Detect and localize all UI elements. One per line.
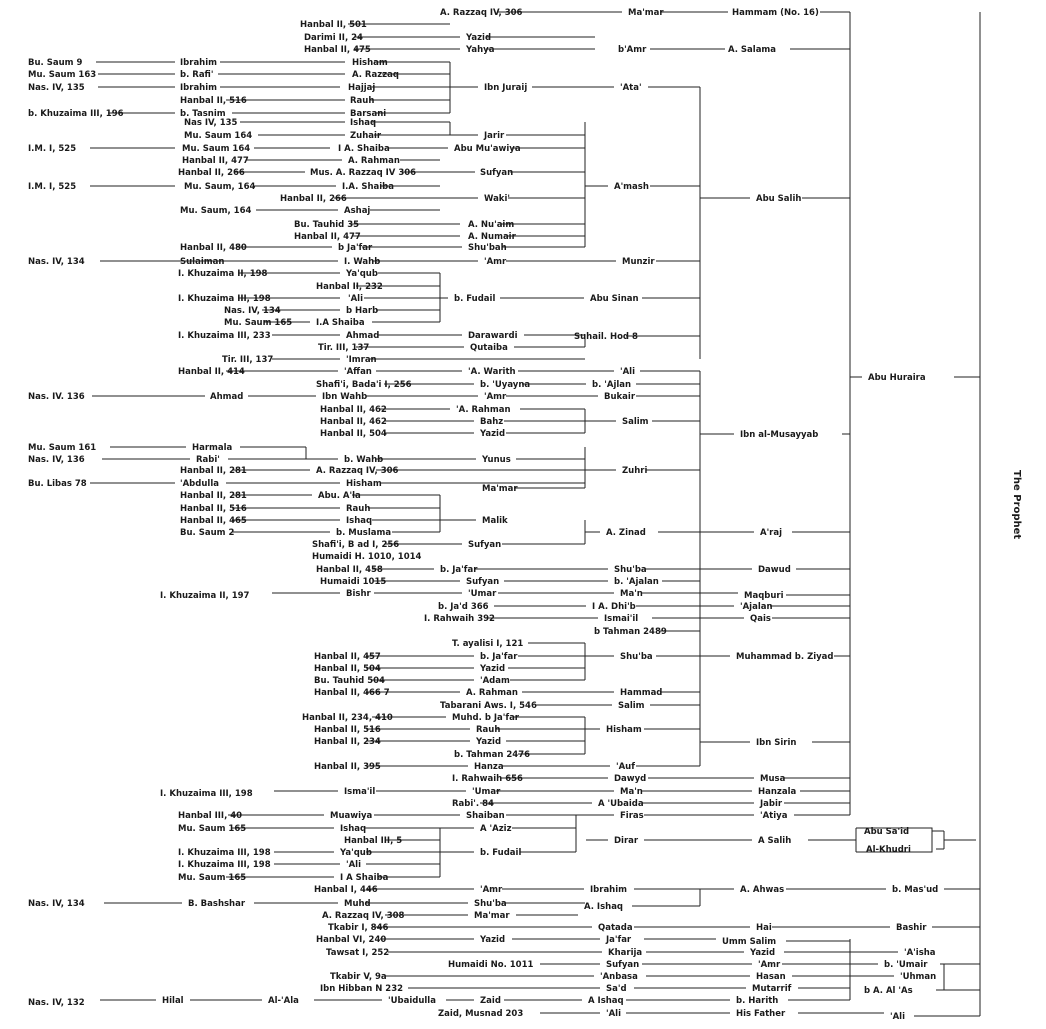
node-label: b. Tahman 2476 (454, 750, 531, 760)
node-label: b. Fudail (480, 848, 522, 858)
node-label: Sufyan (466, 577, 500, 587)
node-label: Yunus (482, 455, 511, 465)
node-label: b. Ja'far (440, 565, 478, 575)
node-label: 'A. Warith (468, 367, 516, 377)
node-label: Jarir (484, 131, 505, 141)
node-label: Tir. III, 137 (318, 343, 370, 353)
node-label: 'A. Rahman (456, 405, 511, 415)
node-label: Hanbal II, 501 (300, 20, 367, 30)
node-label: Hisham (346, 479, 382, 489)
node-label: Waki' (484, 194, 510, 204)
node-label: A. Salama (728, 45, 777, 55)
node-label: Hanbal II, 475 (304, 45, 371, 55)
node-label: Ma'mar (474, 911, 510, 921)
node-label: Musa (760, 774, 786, 784)
node-label: Bashir (896, 923, 927, 933)
node-label: 'Affan (344, 367, 372, 377)
node-label: A Salih (758, 836, 792, 846)
node-label: Darimi II, 24 (304, 33, 363, 43)
node-label: Ibrahim (590, 885, 627, 895)
node-label: I. Wahb (344, 257, 381, 267)
node-label: 'Anbasa (600, 972, 638, 982)
node-label: 'Ata' (620, 83, 642, 93)
node-label: 'Adam (480, 676, 510, 686)
node-label: Qatada (598, 923, 633, 933)
node-label: 'Ali (346, 860, 362, 870)
node-label: Hanbal II, 465 (180, 516, 247, 526)
node-label: b. 'Ajlan (592, 380, 632, 390)
node-label: 'Ali (606, 1009, 622, 1019)
node-label: b Tahman 2489 (594, 627, 667, 637)
node-label: A. Nu'aim (468, 220, 515, 230)
node-label: Hanbal II, 281 (180, 491, 247, 501)
node-label: Rauh (350, 96, 375, 106)
node-label: Ishaq (340, 824, 367, 834)
node-label: I. Khuzaima III, 198 (178, 848, 271, 858)
node-label: 'Amr (484, 392, 507, 402)
node-label: Ibn Hibban N 232 (320, 984, 404, 994)
node-label: Hanbal I, 446 (314, 885, 378, 895)
node-label: Hanbal II, 414 (178, 367, 245, 377)
node-label: Hanbal II, 477 (182, 156, 249, 166)
node-label: 'Umar (468, 589, 497, 599)
node-label: A. Rahman (466, 688, 518, 698)
node-label: Hanbal II, 234, 410 (302, 713, 393, 723)
node-label: Shu'ba (620, 652, 653, 662)
node-label: Yazid (466, 33, 492, 43)
node-label: Tawsat I, 252 (326, 948, 390, 958)
node-label: Ya'qub (346, 269, 378, 279)
node-label: Yazid (750, 948, 776, 958)
node-label: Ishaq (350, 118, 377, 128)
node-label: Muhd (344, 899, 371, 909)
node-label: I A. Shaiba (338, 144, 390, 154)
node-label: Hanbal II, 504 (320, 429, 387, 439)
node-label: 'Imran (346, 355, 377, 365)
node-label: Hanbal II, 477 (294, 232, 361, 242)
root-label-the-prophet: The Prophet (1011, 470, 1022, 540)
node-label: 'Ali (890, 1012, 906, 1022)
node-label: Bukair (604, 392, 636, 402)
node-label: Umm Salim (722, 937, 777, 947)
node-label: Ya'qub (340, 848, 372, 858)
node-label: Hanbal II, 232 (316, 282, 383, 292)
node-label: Shu'bah (468, 243, 507, 253)
node-label: b. Rafi' (180, 70, 214, 80)
node-label: Al-'Ala (268, 996, 299, 1006)
node-label: Yazid (480, 935, 506, 945)
node-label: Muhammad b. Ziyad (736, 652, 834, 662)
node-label: Sulaiman (180, 257, 225, 267)
node-label: His Father (736, 1009, 786, 1019)
node-label: Tkabir I, 846 (328, 923, 389, 933)
node-label: Isma'il (344, 787, 376, 797)
node-label: Ja'far (606, 935, 632, 945)
node-label: Ibn al-Musayyab (740, 430, 819, 440)
node-label: Ahmad (346, 331, 380, 341)
node-label: A. Ishaq (584, 902, 624, 912)
node-label: Hai (756, 923, 772, 933)
node-label: 'Umar (472, 787, 501, 797)
node-label: Hanbal II, 266 (280, 194, 347, 204)
node-label: Shafi'i, B ad I, 256 (312, 540, 400, 550)
node-label: Ma'n (620, 589, 643, 599)
node-label: Al-Khudri (866, 845, 911, 855)
node-label: I. Khuzaima III, 198 (178, 860, 271, 870)
node-label: Ma'n (620, 787, 643, 797)
node-label: I. Rahwaih 656 (452, 774, 523, 784)
node-label: Hanbal II, 281 (180, 466, 247, 476)
node-label: Ahmad (210, 392, 244, 402)
node-label: Munzir (622, 257, 655, 267)
node-label: Bahz (480, 417, 504, 427)
node-label: I A. Dhi'b (592, 602, 636, 612)
node-label: Abu Sa'id (864, 827, 910, 837)
node-label: Hammad (620, 688, 663, 698)
node-label: b Ja'far (338, 243, 373, 253)
node-label: Ishaq (346, 516, 373, 526)
node-label: b. Tasnim (180, 109, 226, 119)
node-label: A. Razzaq (352, 70, 399, 80)
node-label: Nas. IV, 134 (28, 899, 85, 909)
node-label: Hanbal II, 462 (320, 417, 387, 427)
node-label: Hajjaj (348, 83, 376, 93)
node-labels (28, 8, 938, 1022)
node-label: Zuhair (350, 131, 382, 141)
node-label: Ibn Juraij (484, 83, 528, 93)
node-label: Zuhri (622, 466, 648, 476)
node-label: I.A Shaiba (316, 318, 365, 328)
node-label: b. Wahb (344, 455, 384, 465)
node-label: b A. Al 'As (864, 986, 913, 996)
node-label: b'Amr (618, 45, 647, 55)
node-label: Zaid (480, 996, 501, 1006)
node-label: Hisham (606, 725, 642, 735)
node-label: 'Amr (480, 885, 503, 895)
node-label: Hanbal III, 40 (178, 811, 243, 821)
node-label: Muhd. b Ja'far (452, 713, 520, 723)
node-label: b. 'Ajalan (614, 577, 659, 587)
node-label: Harmala (192, 443, 233, 453)
node-label: b. Mas'ud (892, 885, 939, 895)
node-label: Barsani (350, 109, 387, 119)
node-label: I. Khuzaima III, 198 (178, 294, 271, 304)
node-label: A'mash (614, 182, 649, 192)
node-label: Nas. IV. 136 (28, 392, 85, 402)
node-label: Nas. IV, 132 (28, 998, 85, 1008)
node-label: Hilal (162, 996, 184, 1006)
node-label: Humaidi No. 1011 (448, 960, 534, 970)
node-label: Hanbal II, 395 (314, 762, 381, 772)
node-label: Qutaiba (470, 343, 508, 353)
node-label: b. Harith (736, 996, 779, 1006)
node-label: Hanbal III, 5 (344, 836, 403, 846)
node-label: Mu. Saum 164 (184, 131, 253, 141)
node-label: b. Khuzaima III, 196 (28, 109, 124, 119)
node-label: Tir. III, 137 (222, 355, 274, 365)
node-label: Hanbal II, 234 (314, 737, 381, 747)
node-label: I. Khuzaima III, 198 (160, 789, 253, 799)
node-label: 'Ajalan (740, 602, 773, 612)
node-label: Hasan (756, 972, 786, 982)
node-label: I. Khuzaima III, 233 (178, 331, 271, 341)
node-label: Shaiban (466, 811, 505, 821)
node-label: Hanbal II, 480 (180, 243, 247, 253)
node-label: Hanbal II, 462 (320, 405, 387, 415)
node-label: Bu. Saum 2 (180, 528, 235, 538)
node-label: Hanbal II, 516 (180, 504, 247, 514)
node-label: Jabir (760, 799, 783, 809)
node-label: Hanbal II, 458 (316, 565, 383, 575)
node-label: Abu Salih (756, 194, 802, 204)
node-label: Hanbal II, 504 (314, 664, 381, 674)
node-label: Sufyan (480, 168, 514, 178)
node-label: Mu. Saum 165 (178, 824, 247, 834)
node-label: Hanbal VI, 240 (316, 935, 387, 945)
node-label: Ma'mar (628, 8, 664, 18)
node-label: Ashaj (344, 206, 371, 216)
node-label: Yazid (480, 429, 506, 439)
node-label: Hanbal II, 457 (314, 652, 381, 662)
node-label: Abu. A'la (318, 491, 361, 501)
node-label: b. Muslama (336, 528, 392, 538)
node-label: Darawardi (468, 331, 518, 341)
node-label: Yahya (466, 45, 495, 55)
node-label: Mu. Saum 165 (224, 318, 293, 328)
node-label: 'Ali (620, 367, 636, 377)
node-label: Ma'mar (482, 484, 518, 494)
node-label: Bu. Libas 78 (28, 479, 87, 489)
node-label: Abu Sinan (590, 294, 639, 304)
node-label: A. Ahwas (740, 885, 785, 895)
node-label: Humaidi 1015 (320, 577, 387, 587)
node-label: Sa'd (606, 984, 627, 994)
node-label: b. Ja'd 366 (438, 602, 489, 612)
node-label: Tkabir V, 9a (330, 972, 387, 982)
node-label: 'Ali (348, 294, 364, 304)
node-label: Sufyan (606, 960, 640, 970)
node-label: Shafi'i, Bada'i I, 256 (316, 380, 412, 390)
node-label: Mu. Saum, 164 (180, 206, 252, 216)
node-label: A Ishaq (588, 996, 624, 1006)
node-label: 'A'isha (904, 948, 936, 958)
node-label: Nas. IV, 134 (28, 257, 85, 267)
node-label: I. Khuzaima II, 198 (178, 269, 268, 279)
node-label: Muawiya (330, 811, 373, 821)
node-label: Abu Huraira (868, 373, 926, 383)
node-label: Shu'ba (474, 899, 507, 909)
node-label: A. Razzaq IV, 306 (316, 466, 399, 476)
node-label: Yazid (480, 664, 506, 674)
node-label: Bu. Tauhid 504 (314, 676, 385, 686)
node-label: Hanbal II, 266 (178, 168, 245, 178)
node-label: b Harb (346, 306, 379, 316)
node-label: Qais (750, 614, 771, 624)
node-label: Bu. Saum 9 (28, 58, 83, 68)
node-label: A. Rahman (348, 156, 400, 166)
node-label: Rabi' (196, 455, 220, 465)
node-label: 'Ubaidulla (388, 996, 436, 1006)
node-label: Ibn Wahb (322, 392, 368, 402)
node-label: Firas (620, 811, 644, 821)
node-label: 'Amr (484, 257, 507, 267)
node-label: Hanzala (758, 787, 797, 797)
node-label: Ibrahim (180, 83, 217, 93)
node-label: A. Numair (468, 232, 516, 242)
node-label: Hanbal II, 466 7 (314, 688, 390, 698)
node-label: I.A. Shaiba (342, 182, 394, 192)
node-label: T. ayalisi I, 121 (452, 639, 524, 649)
node-label: Mu. Saum 163 (28, 70, 97, 80)
node-label: Ibn Sirin (756, 738, 797, 748)
node-label: A. Razzaq IV, 306 (440, 8, 523, 18)
node-label: Bu. Tauhid 35 (294, 220, 360, 230)
node-label: B. Bashshar (188, 899, 246, 909)
node-label: Yazid (476, 737, 502, 747)
node-label: b. Fudail (454, 294, 496, 304)
node-label: A 'Ubaida (598, 799, 644, 809)
node-label: Hanbal II, 516 (180, 96, 247, 106)
node-label: 'Uhman (900, 972, 937, 982)
node-label: A 'Aziz (480, 824, 512, 834)
node-label: A. Zinad (606, 528, 646, 538)
node-label: Humaidi H. 1010, 1014 (312, 552, 422, 562)
node-label: Hanza (474, 762, 504, 772)
node-label: Maqburi (744, 591, 784, 601)
node-label: Dirar (614, 836, 639, 846)
node-label: I A Shaiba (340, 873, 389, 883)
node-label: Hammam (No. 16) (732, 8, 819, 18)
node-label: A. Razzaq IV, 308 (322, 911, 405, 921)
node-label: Malik (482, 516, 508, 526)
node-label: Salim (622, 417, 649, 427)
node-label: Abu Mu'awiya (454, 144, 521, 154)
node-label: A'raj (760, 528, 783, 538)
node-label: Dawyd (614, 774, 647, 784)
node-label: I. Khuzaima II, 197 (160, 591, 250, 601)
node-label: I.M. I, 525 (28, 182, 77, 192)
node-label: Rabi'. 84 (452, 799, 494, 809)
node-label: Nas. IV, 135 (28, 83, 85, 93)
node-label: Nas. IV, 136 (28, 455, 85, 465)
node-label: Salim (618, 701, 645, 711)
node-label: Dawud (758, 565, 791, 575)
node-label: Ismai'il (604, 614, 639, 624)
node-label: Hanbal II, 516 (314, 725, 381, 735)
node-label: 'Atiya (760, 811, 788, 821)
node-label: b. Ja'far (480, 652, 518, 662)
node-label: Kharija (608, 948, 643, 958)
node-label: Rauh (476, 725, 501, 735)
node-label: Mu. Saum 161 (28, 443, 97, 453)
node-label: Tabarani Aws. I, 546 (440, 701, 537, 711)
node-label: Mu. Saum 165 (178, 873, 247, 883)
node-label: b. 'Umair (884, 960, 928, 970)
node-label: Nas. IV, 134 (224, 306, 281, 316)
node-label: 'Abdulla (180, 479, 219, 489)
node-label: Bishr (346, 589, 371, 599)
node-label: Sufyan (468, 540, 502, 550)
node-label: Shu'ba (614, 565, 647, 575)
node-label: 'Amr (758, 960, 781, 970)
node-label: Rauh (346, 504, 371, 514)
node-label: Ibrahim (180, 58, 217, 68)
node-label: Hisham (352, 58, 388, 68)
node-label: Suhail. Hod 8 (574, 332, 638, 342)
node-label: Mu. Saum 164 (182, 144, 251, 154)
node-label: Mus. A. Razzaq IV 306 (310, 168, 417, 178)
node-label: b. 'Uyayna (480, 380, 531, 390)
node-label: I. Rahwaih 392 (424, 614, 495, 624)
node-label: I.M. I, 525 (28, 144, 77, 154)
node-label: 'Auf (616, 762, 635, 772)
node-label: Mutarrif (752, 984, 792, 994)
node-label: Nas IV, 135 (184, 118, 238, 128)
node-label: Zaid, Musnad 203 (438, 1009, 524, 1019)
node-label: Mu. Saum, 164 (184, 182, 256, 192)
